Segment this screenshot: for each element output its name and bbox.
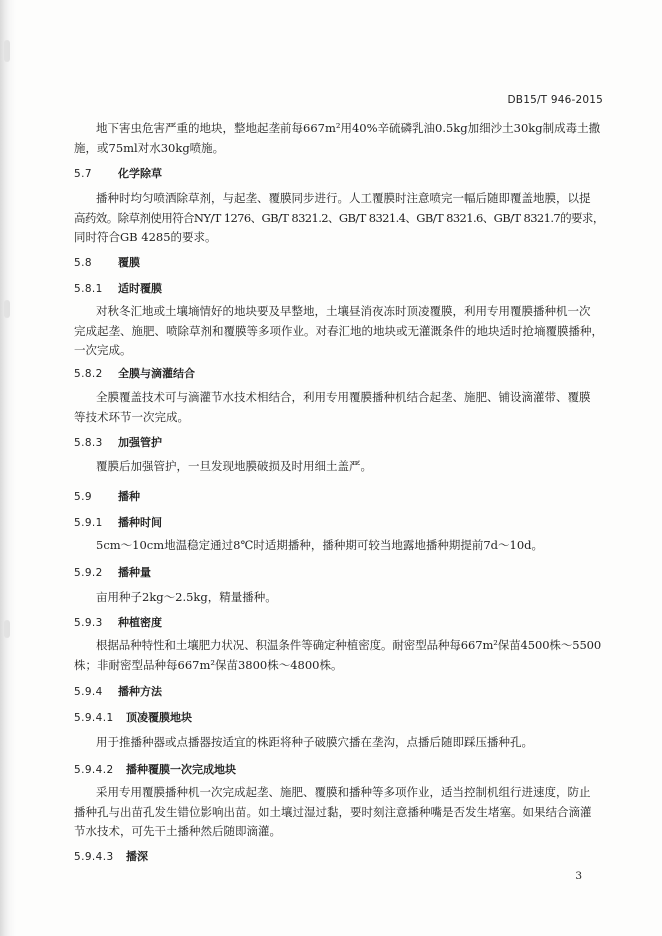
section-heading-5-9-4-3 — [74, 847, 148, 865]
section-title: 播深 — [126, 850, 148, 863]
binding-hole — [4, 300, 10, 318]
paragraph-one-pass-sowing — [74, 783, 604, 842]
section-title: 全膜与滴灌结合 — [118, 367, 195, 380]
section-title: 播种方法 — [118, 685, 162, 698]
section-number: 5.9.2 — [74, 567, 103, 579]
section-heading-5-9-1 — [74, 513, 162, 531]
page-number: 3 — [575, 870, 582, 882]
text-line: 覆膜后加强管护，一旦发现地膜破损及时用细土盖严。 — [96, 459, 372, 473]
binding-edge — [0, 0, 16, 936]
text-line: 同时符合GB 4285的要求。 — [74, 230, 217, 244]
section-number: 5.9.1 — [74, 517, 103, 529]
paragraph-planting-density — [74, 636, 604, 675]
section-number: 5.7 — [74, 168, 92, 180]
text-line: 等技术环节一次完成。 — [74, 409, 189, 424]
section-heading-5-7 — [74, 164, 162, 182]
section-heading-5-8-3 — [74, 433, 162, 451]
section-title: 加强管护 — [118, 436, 162, 449]
section-title: 播种覆膜一次完成地块 — [126, 763, 236, 776]
section-title: 播种时间 — [118, 516, 162, 529]
paragraph-timely-mulching — [74, 302, 604, 361]
section-number: 5.9.4.3 — [74, 851, 114, 863]
section-heading-5-9-4 — [74, 682, 162, 700]
section-title: 播种量 — [118, 566, 151, 579]
text-line: 根据品种特性和土壤肥力状况、积温条件等确定种植密度。耐密型品种每667m²保苗4500株～5500 — [96, 638, 602, 652]
text-line: 采用专用覆膜播种机一次完成起垄、施肥、覆膜和播种等多项作业，适当控制机组行进速度，防止 — [96, 785, 591, 799]
paragraph-weed-control — [74, 189, 604, 248]
text-line: 亩用种子2kg～2.5kg，精量播种。 — [96, 590, 277, 604]
section-title: 播种 — [118, 490, 140, 503]
section-number: 5.8.1 — [74, 283, 103, 295]
document-code: DB15/T 946-2015 — [507, 94, 603, 106]
section-heading-5-9-2 — [74, 563, 151, 581]
section-heading-5-8 — [74, 253, 140, 271]
section-number: 5.9.4.2 — [74, 764, 114, 776]
section-number: 5.8 — [74, 257, 92, 269]
section-title: 适时覆膜 — [118, 282, 162, 295]
section-number: 5.8.2 — [74, 368, 103, 380]
paragraph-film-drip-irrigation — [74, 388, 604, 427]
section-number: 5.9.3 — [74, 617, 103, 629]
text-line: 播种孔与出苗孔发生错位影响出苗。如土壤过湿过黏，要时刻注意播种嘴是否发生堵塞。如果结合滴灌 — [74, 804, 592, 819]
section-heading-5-9 — [74, 487, 140, 505]
text-line: 用于推播种器或点播器按适宜的株距将种子破膜穴播在垄沟，点播后随即踩压播种孔。 — [96, 735, 533, 749]
text-line: 5cm～10cm地温稳定通过8℃时适期播种，播种期可较当地露地播种期提前7d～10d。 — [96, 538, 543, 552]
section-heading-5-9-4-2 — [74, 760, 236, 778]
text-line: 高药效。除草剂使用符合NY/T 1276、GB/T 8321.2、GB/T 8321.4、GB/T 8321.6、GB/T 8321.7的要求， — [74, 210, 604, 225]
paragraph-strengthen-care — [74, 457, 604, 477]
section-heading-5-8-1 — [74, 279, 162, 297]
section-title: 种植密度 — [118, 616, 162, 629]
text-line: 一次完成。 — [74, 343, 132, 357]
text-line: 播种时均匀喷洒除草剂，与起垄、覆膜同步进行。人工覆膜时注意喷完一幅后随即覆盖地膜，以提 — [96, 191, 591, 205]
section-title: 化学除草 — [118, 167, 162, 180]
binding-hole — [4, 40, 10, 62]
section-heading-5-9-4-1 — [74, 708, 192, 726]
section-heading-5-8-2 — [74, 364, 195, 382]
paragraph-seeding-rate — [74, 588, 604, 608]
text-line: 施，或75ml对水30kg喷施。 — [74, 140, 225, 155]
text-line: 完成起垄、施肥、喷除草剂和覆膜等多项作业。对春汇地的地块或无灌溉条件的地块适时抢墒覆膜播种， — [74, 323, 603, 338]
section-number: 5.8.3 — [74, 437, 103, 449]
text-line: 全膜覆盖技术可与滴灌节水技术相结合，利用专用覆膜播种机结合起垄、施肥、铺设滴灌带、覆膜 — [96, 390, 591, 404]
section-heading-5-9-3 — [74, 613, 162, 631]
section-number: 5.9.4.1 — [74, 712, 114, 724]
paragraph-sowing-time — [74, 536, 604, 556]
section-title: 顶凌覆膜地块 — [126, 711, 192, 724]
text-line: 株；非耐密型品种每667m²保苗3800株～4800株。 — [74, 657, 343, 672]
paragraph-pest-control — [74, 119, 604, 158]
text-line: 节水技术，可先干土播种然后随即滴灌。 — [74, 824, 281, 838]
text-line: 对秋冬汇地或土壤墒情好的地块要及早整地，土壤昼消夜冻时顶凌覆膜，利用专用覆膜播种机一次 — [96, 304, 591, 318]
text-line: 地下害虫危害严重的地块，整地起垄前每667m²用40%辛硫磷乳油0.5kg加细沙土30kg制成毒土撒 — [96, 121, 601, 135]
paragraph-early-mulch-sowing — [74, 733, 604, 753]
section-number: 5.9.4 — [74, 686, 103, 698]
section-title: 覆膜 — [118, 256, 140, 269]
binding-hole — [4, 620, 10, 638]
section-number: 5.9 — [74, 491, 92, 503]
